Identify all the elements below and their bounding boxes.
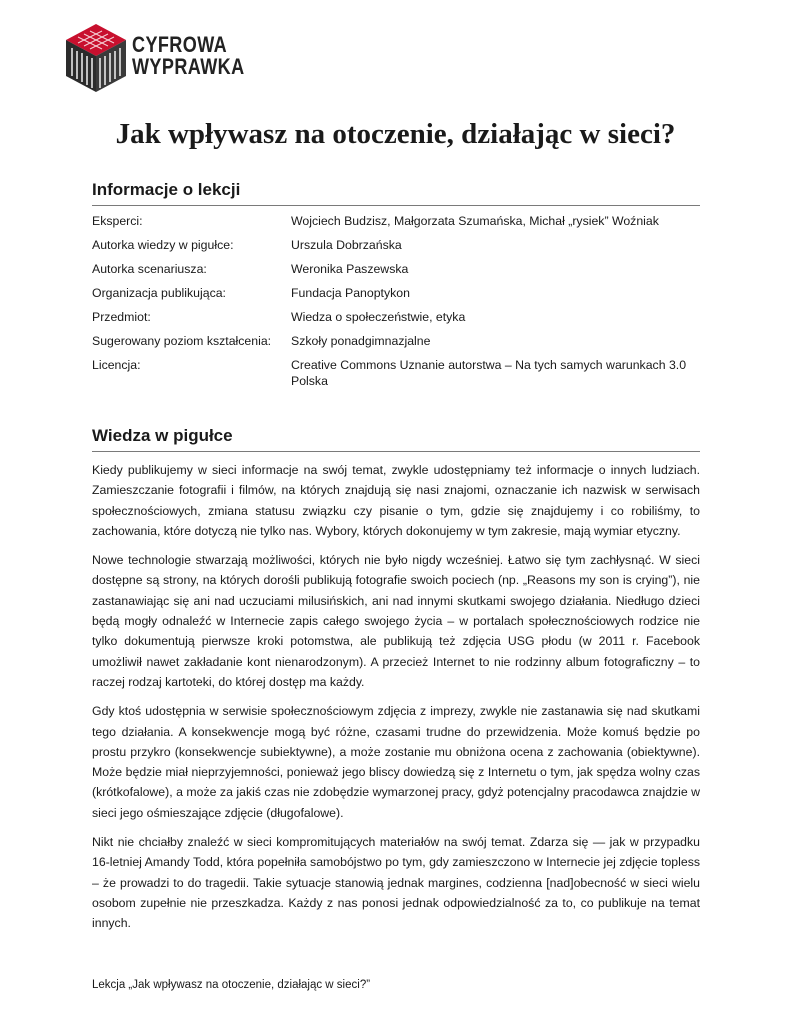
info-key: Licencja: xyxy=(92,358,141,372)
paragraph: Nikt nie chciałby znaleźć w sieci kompromitujących materiałów na swój temat. Zdarza się — jak w przypadku 16-letniej Amandy Todd, która popełniła samobójstwo po tym, gdy zamieszczono w Internecie jej zdjęcie topless – że prowadzi to do tragedii. Takie sytuacje stanowią jednak margines, codzienna [nad]obecność w sieci wielu osobom zupełnie nie przeszkadza. Każdy z nas ponosi jednak odpowiedzialność za to, co publikuje na temat innych. xyxy=(92,835,700,931)
info-row xyxy=(92,309,700,333)
info-value: Szkoły ponadgimnazjalne xyxy=(291,334,431,348)
info-heading: Informacje o lekcji xyxy=(92,180,700,206)
info-value: Fundacja Panoptykon xyxy=(291,286,410,300)
paragraph: Kiedy publikujemy w sieci informacje na swój temat, zwykle udostępniamy też informacje o innych ludziach. Zamieszczanie fotografii i filmów, na których znajdują się nasi znajomi, oznaczanie ich nazwisk w serwisach społecznościowych, zmiana statusu związku czy pisanie o tym, gdzie się znajdujemy i co robiliśmy, to zachowania, które dotyczą nie tylko nas. Wybory, których dokonujemy w tym zakresie, mają wymiar etyczny. xyxy=(92,463,700,538)
paragraph: Gdy ktoś udostępnia w serwisie społecznościowym zdjęcia z imprezy, zwykle nie zastanawia się nad skutkami tego działania. A konsekwencje mogą być różne, czasami trudne do przewidzenia. Może komuś będzie po prostu przykro (konsekwencje subiektywne), a może zostanie mu obniżona ocena z zachowania (obiektywne). Może będzie miał nieprzyjemności, ponieważ jego bliscy dowiedzą się z Internetu o tym, jak spędza wolny czas (krótkofalowe), a może za jakiś czas nie zdobędzie wymarzonej pracy, gdyż potencjalny pracodawca znajdzie w sieci jego ośmieszające zdjęcie (długofalowe). xyxy=(92,704,700,820)
info-key: Sugerowany poziom kształcenia: xyxy=(92,334,272,348)
info-row xyxy=(92,237,700,261)
info-key: Autorka scenariusza: xyxy=(92,262,207,276)
wiedza-section xyxy=(92,426,700,943)
wiedza-heading: Wiedza w pigułce xyxy=(92,426,700,452)
info-key: Eksperci: xyxy=(92,214,143,228)
info-table xyxy=(92,213,700,397)
page-title: Jak wpływasz na otoczenie, działając w sieci? xyxy=(115,118,676,150)
logo-line-1: CYFROWA xyxy=(132,32,228,57)
info-row xyxy=(92,213,700,237)
info-key: Autorka wiedzy w pigułce: xyxy=(92,238,234,252)
info-row xyxy=(92,285,700,309)
info-row xyxy=(92,357,700,397)
logo-line-2: WYPRAWKA xyxy=(132,54,245,79)
info-key: Przedmiot: xyxy=(92,310,151,324)
paragraph: Nowe technologie stwarzają możliwości, których nie było nigdy wcześniej. Łatwo się tym zachłysnąć. W sieci dostępne są strony, na których dorośli publikują fotografie swoich pociech (np. „Reasons my son is crying”), nie zastanawiając się ani nad uczuciami milusińskich, ani nad innymi skutkami swojego działania. Niedługo dzieci będą mogły odnaleźć w Internecie zapis całego swojego życia – w portalach społecznościowych rodzice nie tylko dokumentują pierwsze kroki potomstwa, ale publikują też zdjęcia USG płodu (w 2011 r. Facebook umożliwił nawet zakładanie kont nienarodzonym). A przecież Internet to nie rodzinny album fotograficzny – to raczej rodzaj kartoteki, do której dostęp ma każdy. xyxy=(92,553,700,689)
info-row xyxy=(92,333,700,357)
wiedza-body xyxy=(92,460,700,934)
page-footer: Lekcja „Jak wpływasz na otoczenie, działając w sieci?” xyxy=(92,979,371,991)
info-value: Urszula Dobrzańska xyxy=(291,238,402,252)
logo-wordmark xyxy=(132,34,245,78)
logo xyxy=(64,22,244,94)
info-row xyxy=(92,261,700,285)
info-section xyxy=(92,180,700,397)
info-value: Creative Commons Uznanie autorstwa – Na tych samych warunkach 3.0 Polska xyxy=(291,358,687,388)
info-value: Wojciech Budzisz, Małgorzata Szumańska, Michał „rysiek” Woźniak xyxy=(291,214,659,228)
info-key: Organizacja publikująca: xyxy=(92,286,226,300)
cube-logo-icon xyxy=(64,22,128,94)
info-value: Wiedza o społeczeństwie, etyka xyxy=(291,310,466,324)
info-value: Weronika Paszewska xyxy=(291,262,409,276)
